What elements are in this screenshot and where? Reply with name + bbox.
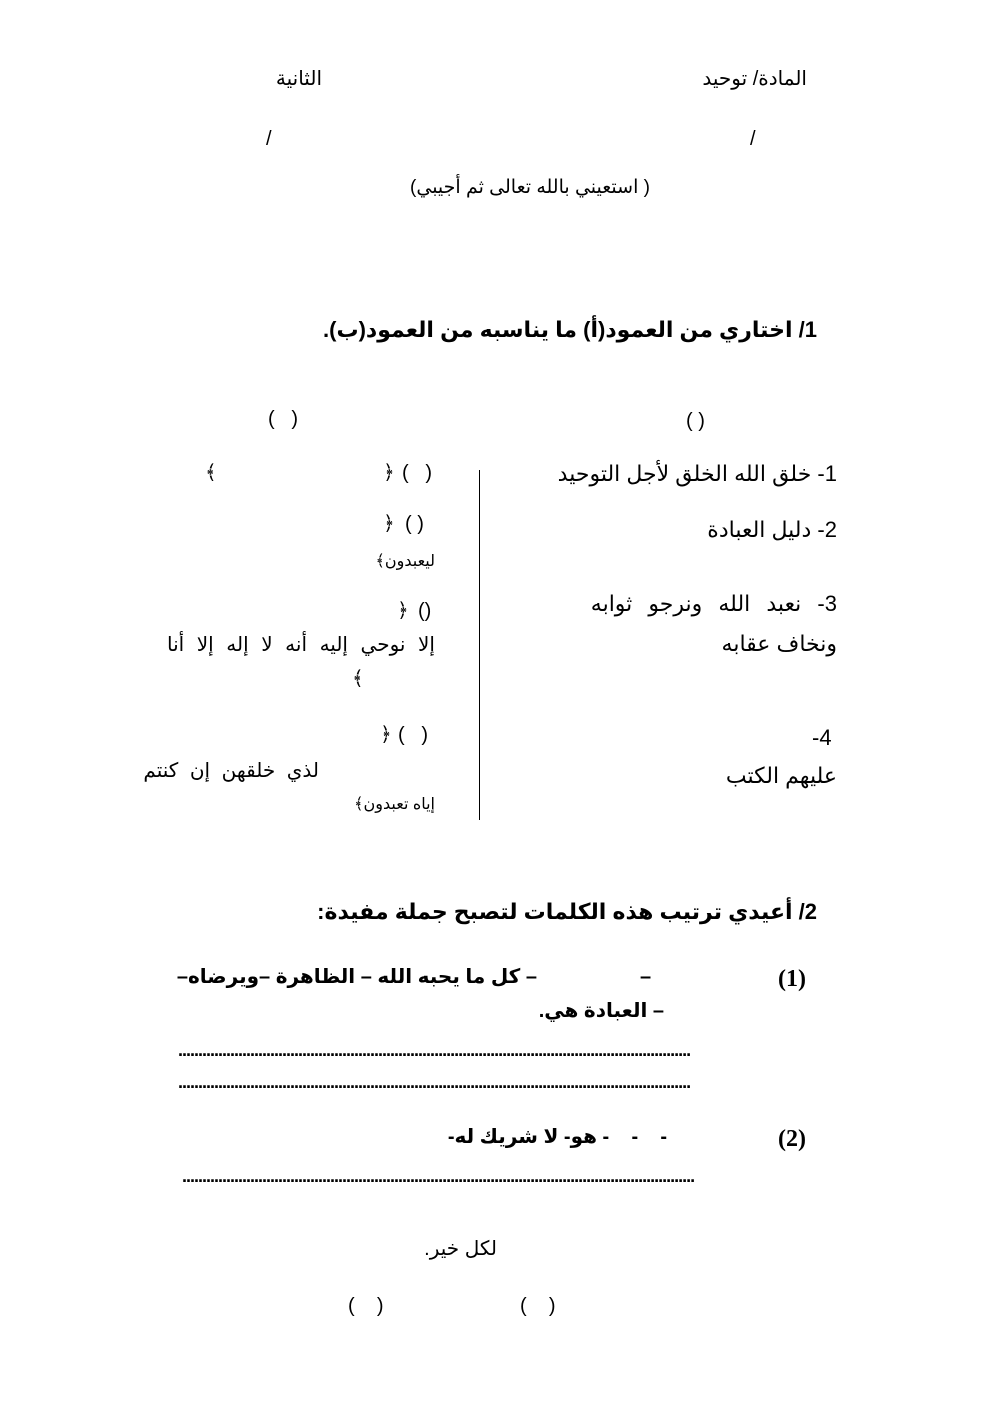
col-b-item-4-paren: ( ) (398, 724, 428, 746)
q1-title: 1/ اختاري من العمود(أ) ما يناسبه من العمود(ب). (323, 317, 817, 342)
q2-item2-text: - - - هو- لا شريك له- (447, 1126, 667, 1148)
instruction: ( استعيني بالله تعالى ثم أجيبي) (410, 177, 650, 198)
col-b-item-4-text2: إياه تعبدون﴾ (354, 796, 435, 813)
date-slash-right: / (750, 128, 756, 150)
q2-item1-number: (1) (778, 966, 806, 992)
col-a-item-2: 2- دليل العبادة (707, 517, 837, 542)
col-b-item-4-text1: لذي خلقهن إن كنتم (143, 760, 319, 782)
q2-item1-line1: – كل ما يحبه الله – الظاهرة –ويرضاه– (176, 966, 537, 988)
col-b-header: ( ) (268, 408, 298, 430)
col-a-item-4-num: -4 (812, 725, 832, 750)
footer-paren-left: ( ) (348, 1295, 384, 1317)
answer-line-3[interactable]: ................................................................................................................................ (182, 1166, 695, 1186)
ornament-open-icon: ﴿ (383, 462, 395, 484)
col-b-item-2-text: ليعبدون﴾ (375, 553, 435, 570)
col-b-item-1-paren: ( ) (402, 462, 432, 484)
q2-item2-number: (2) (778, 1126, 806, 1152)
ornament-close-icon: ﴾ (352, 668, 364, 690)
answer-line-2[interactable]: ................................................................................................................................ (178, 1072, 691, 1092)
q2-item1-dash: – (640, 966, 652, 988)
col-a-item-3-line1: 3- نعبد الله ونرجو ثوابه (590, 591, 837, 616)
col-a-item-3-line2: ونخاف عقابه (721, 631, 837, 656)
q2-item1-line2: – العبادة هي. (538, 1000, 664, 1022)
closing-text: لكل خير. (424, 1238, 497, 1260)
col-a-item-4-line2: عليهم الكتب (725, 763, 837, 788)
subject-label: المادة/ توحيد (702, 68, 807, 90)
q2-title: 2/ أعيدي ترتيب هذه الكلمات لتصبح جملة مفيدة: (317, 899, 817, 924)
ornament-close-icon: ﴾ (205, 462, 217, 484)
footer-paren-right: ( ) (520, 1295, 556, 1317)
date-slash-left: / (266, 128, 272, 150)
ornament-open-icon: ﴿ (383, 513, 395, 535)
ornament-open-icon: ﴿ (397, 600, 409, 622)
col-b-item-3-paren: () (418, 600, 432, 622)
col-a-header: ( ) (686, 410, 705, 432)
ornament-open-icon: ﴿ (380, 724, 392, 746)
col-b-item-2-paren: ( ) (405, 513, 424, 535)
grade-label: الثانية (275, 68, 322, 90)
answer-line-1[interactable]: ................................................................................................................................ (178, 1040, 691, 1060)
col-a-item-1: 1- خلق الله الخلق لأجل التوحيد (557, 461, 837, 486)
column-divider (479, 470, 480, 820)
col-b-item-3-text: إلا نوحي إليه أنه لا إله إلا أنا (166, 634, 435, 656)
